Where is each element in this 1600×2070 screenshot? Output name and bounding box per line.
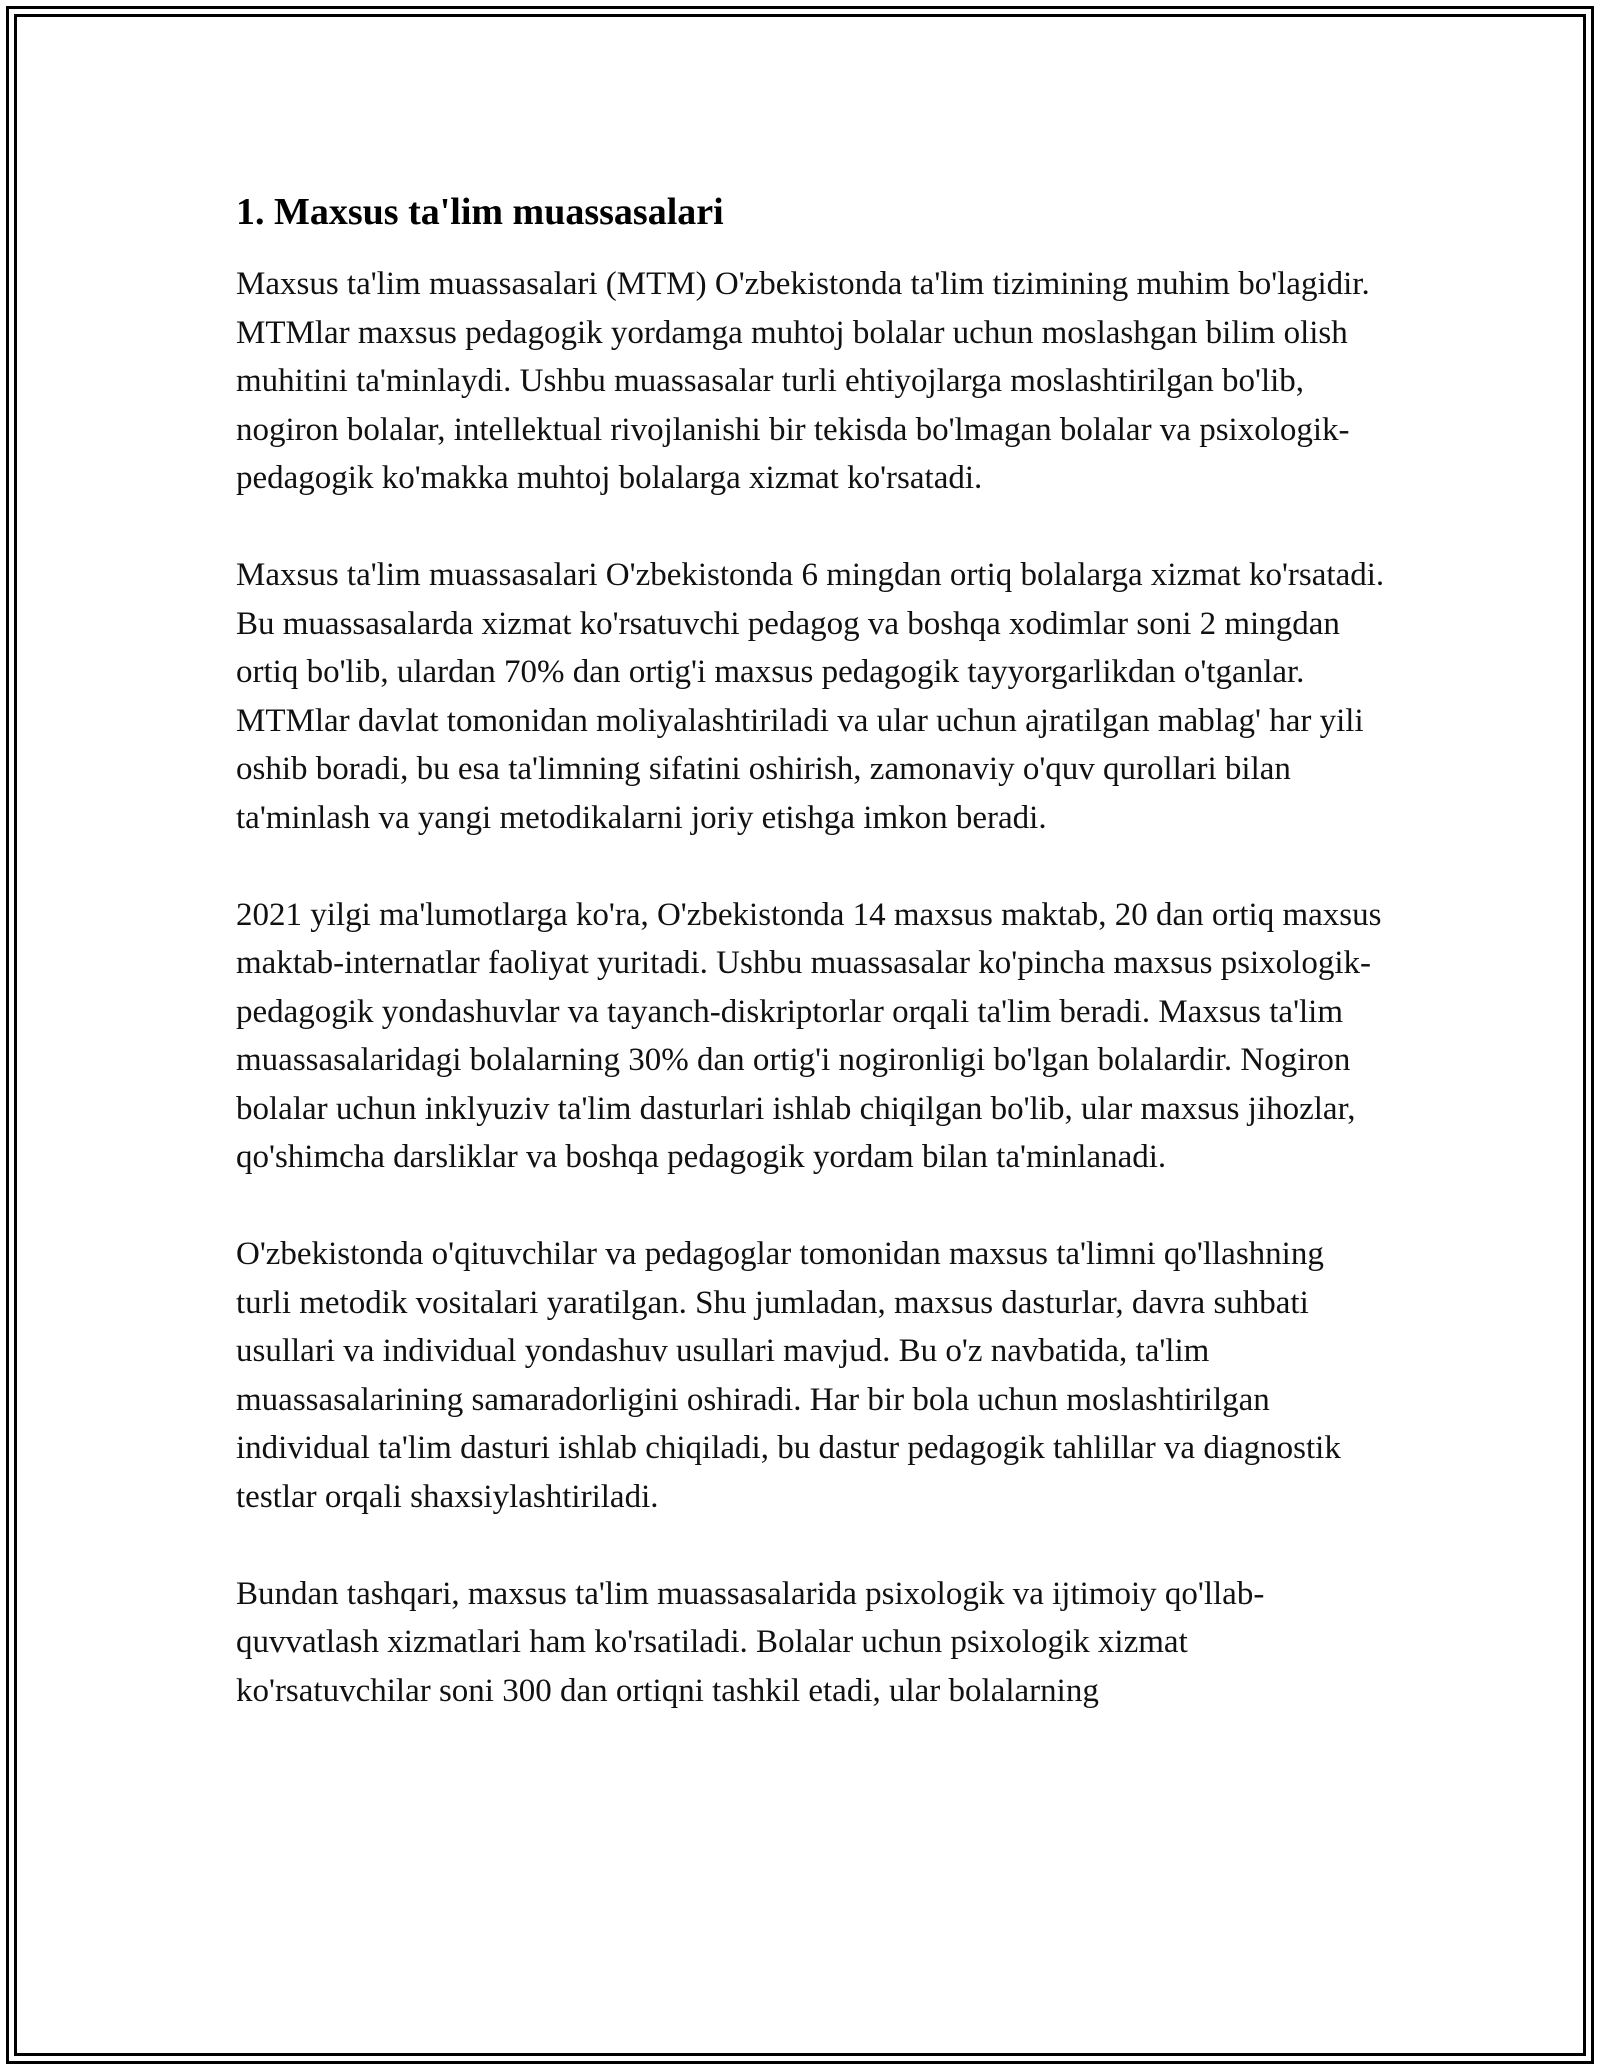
section-title: 1. Maxsus ta'lim muassasalari — [236, 191, 724, 233]
paragraph-2: Maxsus ta'lim muassasalari O'zbekistonda 6 mingdan ortiq bolalarga xizmat ko'rsatadi. Bu muassasalarda xizmat ko'rsatuvchi pedagog va boshqa xodimlar soni 2 mingdan ortiq bo'lib, ulardan 70% dan ortig'i maxsus pedagogik tayyorgarlikdan o'tganlar. MTMlar davlat tomonidan moliyalashtiriladi va ular uchun ajratilgan mablag' har yili oshib boradi, bu esa ta'limning sifatini oshirish, zamonaviy o'quv qurollari bilan ta'minlash va yangi metodikalarni joriy etishga imkon beradi. — [236, 557, 1385, 836]
paragraph-5: Bundan tashqari, maxsus ta'lim muassasalarida psixologik va ijtimoiy qo'llab-quvvatlash xizmatlari ham ko'rsatiladi. Bolalar uchun psixologik xizmat ko'rsatuvchilar soni 300 dan ortiqni tashkil etadi, ular bolalarning — [236, 1575, 1265, 1709]
paragraph-3: 2021 yilgi ma'lumotlarga ko'ra, O'zbekistonda 14 maxsus maktab, 20 dan ortiq maxsus maktab-internatlar faoliyat yuritadi. Ushbu muassasalar ko'pincha maxsus psixologik-pedagogik yondashuvlar va tayanch-diskriptorlar orqali ta'lim beradi. Maxsus ta'lim muassasalaridagi bolalarning 30% dan ortig'i nogironligi bo'lgan bolalardir. Nogiron bolalar uchun inklyuziv ta'lim dasturlari ishlab chiqilgan bo'lib, ular maxsus jihozlar, qo'shimcha darsliklar va boshqa pedagogik yordam bilan ta'minlanadi. — [236, 896, 1382, 1175]
paragraph-4: O'zbekistonda o'qituvchilar va pedagoglar tomonidan maxsus ta'limni qo'llashning turli metodik vositalari yaratilgan. Shu jumladan, maxsus dasturlar, davra suhbati usullari va individual yondashuv usullari mavjud. Bu o'z navbatida, ta'lim muassasalarining samaradorligini oshiradi. Har bir bola uchun moslashtirilgan individual ta'lim dasturi ishlab chiqiladi, bu dastur pedagogik tahlillar va diagnostik testlar orqali shaxsiylashtiriladi. — [236, 1236, 1341, 1515]
paragraph-1: Maxsus ta'lim muassasalari (MTM) O'zbekistonda ta'lim tizimining muhim bo'lagidir. MTMlar maxsus pedagogik yordamga muhtoj bolalar uchun moslashgan bilim olish muhitini ta'minlaydi. Ushbu muassasalar turli ehtiyojlarga moslashtirilgan bo'lib, nogiron bolalar, intellektual rivojlanishi bir tekisda bo'lmagan bolalar va psixologik-pedagogik ko'makka muhtoj bolalarga xizmat ko'rsatadi. — [236, 266, 1370, 496]
document-body — [236, 186, 1386, 1764]
